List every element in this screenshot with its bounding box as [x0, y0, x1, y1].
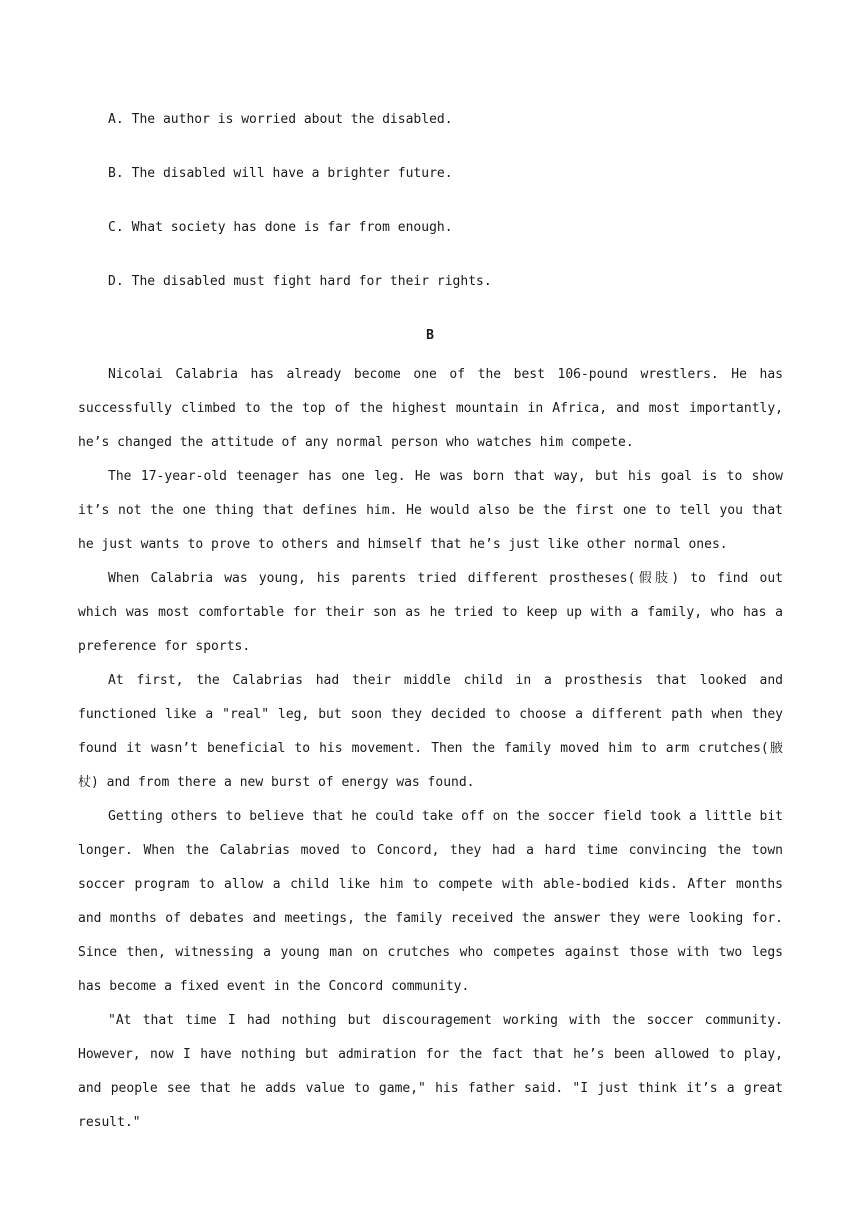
- paragraph: Nicolai Calabria has already become one of the best 106-pound wrestlers. He has successfully climbed to the top of the highest mountain in Africa, and most importantly, he’s changed the attitude of any normal person who watches him compete.: [78, 367, 783, 450]
- option-letter: D.: [108, 274, 124, 289]
- paragraph: The 17-year-old teenager has one leg. He was born that way, but his goal is to show it’s not the one thing that defines him. He would also be the first one to tell you that he just wants to prove to others and himself that he’s just like other normal ones.: [78, 469, 783, 552]
- option-text: The disabled will have a brighter future.: [131, 166, 453, 181]
- option-text: What society has done is far from enough.: [131, 220, 453, 235]
- option-a: [108, 110, 808, 130]
- section-title: B: [426, 328, 434, 343]
- option-text: The author is worried about the disabled.: [131, 112, 453, 127]
- paragraph: Getting others to believe that he could take off on the soccer field took a little bit longer. When the Calabrias moved to Concord, they had a hard time convincing the town soccer program to allow a child like him to compete with able-bodied kids. After months and months of debates and meetings, the family received the answer they were looking for. Since then, witnessing a young man on crutches who competes against those with two legs has become a fixed event in the Concord community.: [78, 809, 783, 994]
- option-letter: C.: [108, 220, 124, 235]
- paragraph: At first, the Calabrias had their middle child in a prosthesis that looked and functioned like a "real" leg, but soon they decided to choose a different path when they found it wasn’t beneficial to his movement. Then the family moved him to arm crutches(腋杖) and from there a new burst of energy was found.: [78, 673, 783, 790]
- answer-options: [108, 110, 808, 326]
- option-letter: B.: [108, 166, 124, 181]
- option-c: [108, 218, 808, 238]
- article-body: [78, 358, 783, 1140]
- paragraph: When Calabria was young, his parents tried different prostheses(假肢) to find out which was most comfortable for their son as he tried to keep up with a family, who has a preference for sports.: [78, 571, 783, 654]
- option-b: [108, 164, 808, 184]
- option-letter: A.: [108, 112, 124, 127]
- option-d: [108, 272, 808, 292]
- paragraph: "At that time I had nothing but discouragement working with the soccer community. However, now I have nothing but admiration for the fact that he’s been allowed to play, and people see that he adds value to game," his father said. "I just think it’s a great result.": [78, 1013, 783, 1130]
- option-text: The disabled must fight hard for their rights.: [131, 274, 492, 289]
